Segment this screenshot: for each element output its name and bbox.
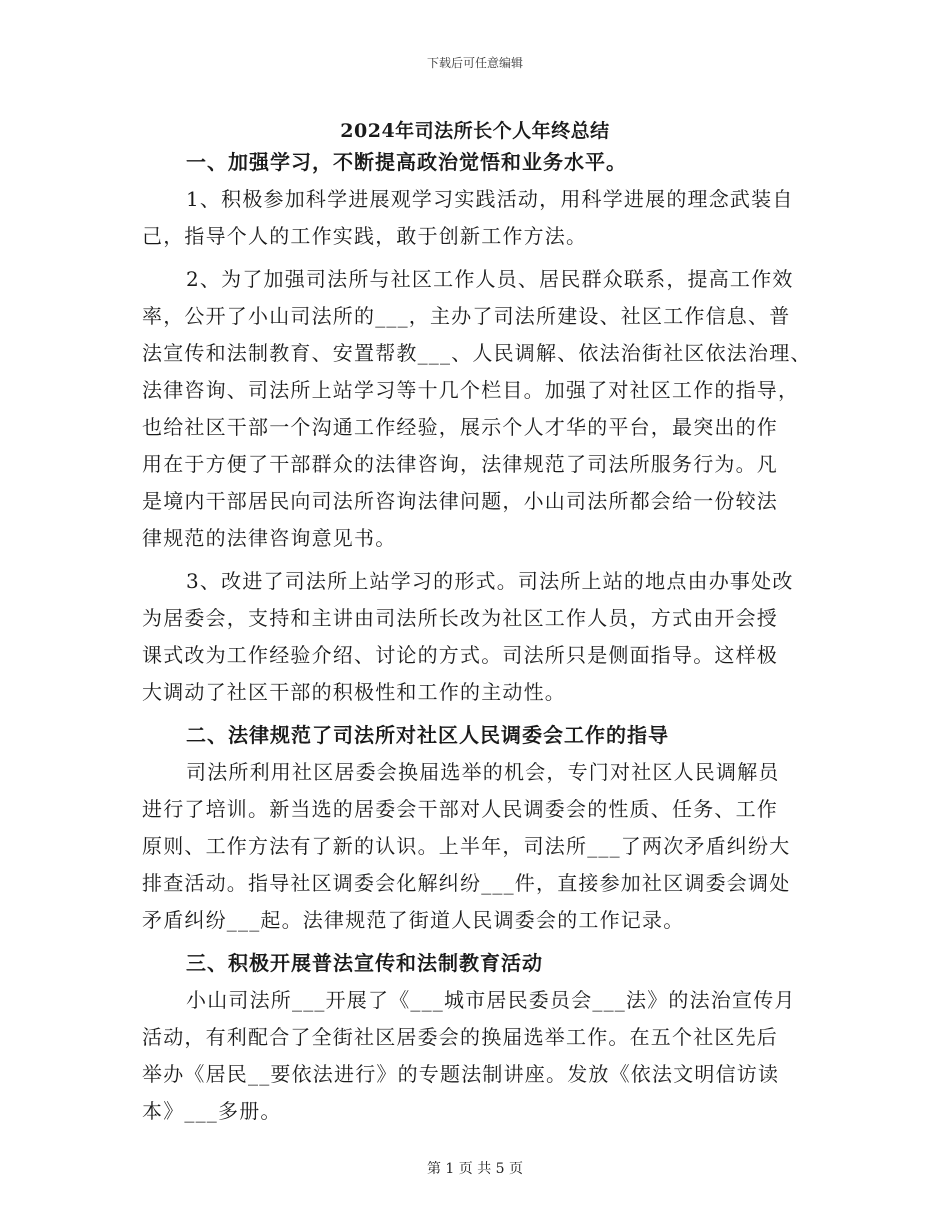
document-title: 2024年司法所长个人年终总结 bbox=[340, 120, 610, 142]
section-2-paragraph-1 bbox=[142, 754, 822, 939]
download-note: 下载后可任意编辑 bbox=[426, 56, 523, 70]
text-line: 课式改为工作经验介绍、讨论的方式。司法所只是侧面指导。这样极 bbox=[142, 643, 778, 667]
text-line: 法宣传和法制教育、安置帮教___、人民调解、依法治街社区依法治理、 bbox=[142, 341, 812, 365]
text-line: 是境内干部居民向司法所咨询法律问题，小山司法所都会给一份较法 bbox=[142, 489, 778, 513]
text-line: 排查活动。指导社区调委会化解纠纷___件，直接参加社区调委会调处 bbox=[142, 871, 791, 895]
section-3-heading: 三、积极开展普法宣传和法制教育活动 bbox=[186, 951, 543, 975]
text-line: 也给社区干部一个沟通工作经验，展示个人才华的平台，最突出的作 bbox=[142, 415, 778, 439]
text-line: 矛盾纠纷___起。法律规范了街道人民调委会的工作记录。 bbox=[142, 908, 685, 932]
text-line: 1、积极参加科学进展观学习实践活动，用科学进展的理念武装自 bbox=[186, 187, 794, 211]
text-line: 小山司法所___开展了《___城市居民委员会___法》的法治宣传月 bbox=[186, 988, 796, 1012]
text-line: 进行了培训。新当选的居委会干部对人民调委会的性质、任务、工作 bbox=[142, 797, 778, 821]
page-number: 第 1 页 共 5 页 bbox=[426, 1161, 524, 1177]
section-1-heading: 一、加强学习，不断提高政治觉悟和业务水平。 bbox=[186, 150, 627, 174]
document-body bbox=[142, 144, 822, 1130]
section-2-heading: 二、法律规范了司法所对社区人民调委会工作的指导 bbox=[186, 723, 669, 747]
text-line: 举办《居民__要依法进行》的专题法制讲座。发放《依法文明信访读 bbox=[142, 1062, 780, 1086]
text-line: 用在于方便了干部群众的法律咨询，法律规范了司法所服务行为。凡 bbox=[142, 452, 778, 476]
text-line: 原则、工作方法有了新的认识。上半年，司法所___了两次矛盾纠纷大 bbox=[142, 834, 791, 858]
text-line: 为居委会，支持和主讲由司法所长改为社区工作人员，方式由开会授 bbox=[142, 606, 778, 630]
section-3-paragraph-1 bbox=[142, 982, 822, 1130]
section-1-paragraph-3 bbox=[142, 563, 822, 711]
text-line: 本》___多册。 bbox=[142, 1099, 282, 1123]
section-1-paragraph-2 bbox=[142, 261, 822, 557]
text-line: 司法所利用社区居委会换届选举的机会，专门对社区人民调解员 bbox=[186, 760, 780, 784]
text-line: 律规范的法律咨询意见书。 bbox=[142, 526, 397, 550]
text-line: 己，指导个人的工作实践，敢于创新工作方法。 bbox=[142, 224, 588, 248]
text-line: 3、改进了司法所上站学习的形式。司法所上站的地点由办事处改 bbox=[186, 569, 794, 593]
text-line: 法律咨询、司法所上站学习等十几个栏目。加强了对社区工作的指导， bbox=[142, 378, 800, 402]
text-line: 率，公开了小山司法所的___，主办了司法所建设、社区工作信息、普 bbox=[142, 304, 791, 328]
text-line: 大调动了社区干部的积极性和工作的主动性。 bbox=[142, 680, 566, 704]
text-line: 活动，有利配合了全街社区居委会的换届选举工作。在五个社区先后 bbox=[142, 1025, 778, 1049]
section-1-paragraph-1 bbox=[142, 181, 822, 255]
text-line: 2、为了加强司法所与社区工作人员、居民群众联系，提高工作效 bbox=[186, 267, 794, 291]
